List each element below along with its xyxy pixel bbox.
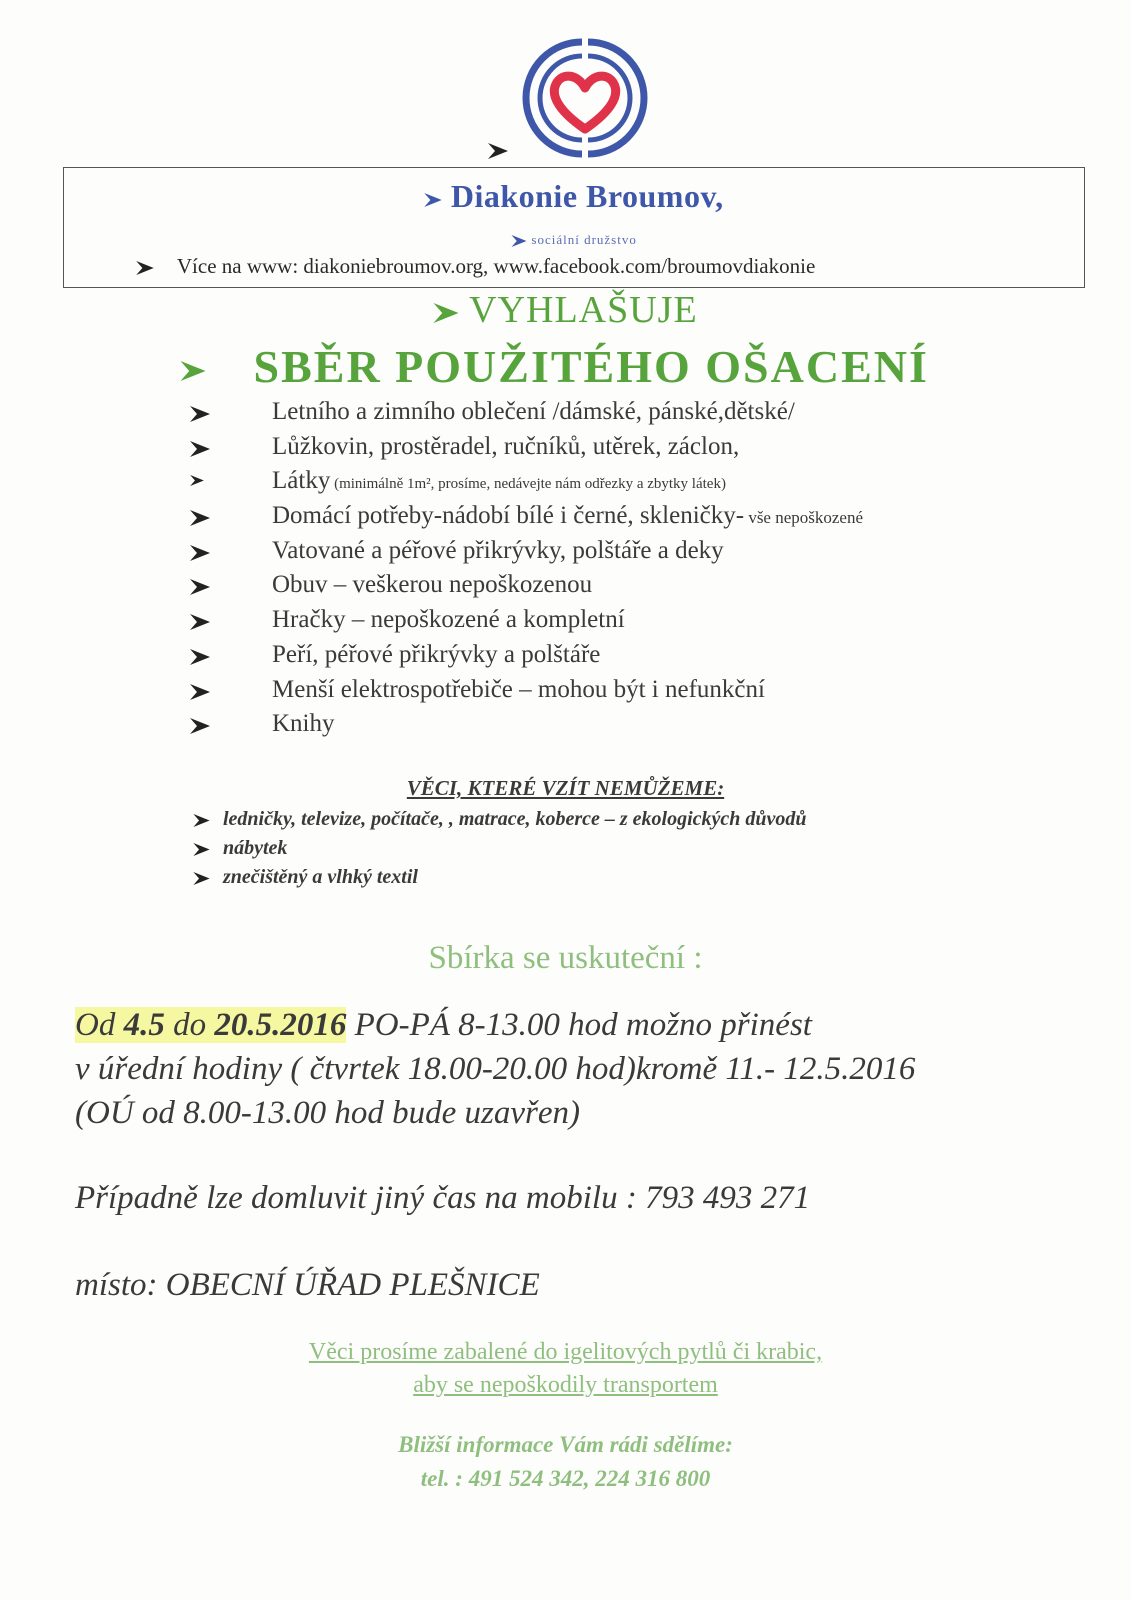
dates-line-1 (75, 1003, 915, 1047)
org-name (64, 178, 1084, 215)
packing-note (0, 1336, 1131, 1402)
org-name-text: Diakonie Broumov, (450, 178, 724, 214)
org-subtitle (64, 232, 1084, 248)
arrow-bullet-icon (190, 441, 210, 457)
item-text: Hračky – nepoškozené a kompletní (272, 606, 625, 634)
dates-od: Od (75, 1007, 124, 1043)
item-text: Lůžkovin, prostěradel, ručníků, utěrek, záclon, (272, 432, 740, 460)
cannot-accept-title: VĚCI, KTERÉ VZÍT NEMŮŽEME: (406, 776, 725, 800)
arrow-bullet-icon (190, 545, 210, 561)
date-to: 20.5.2016 (214, 1007, 347, 1043)
arrow-bullet-icon (488, 143, 508, 159)
collection-title: Sbírka se uskuteční : (428, 940, 703, 976)
item-note: (minimálně 1m², prosíme, nedávejte nám odřezky a zbytky látek) (330, 476, 726, 493)
headline-text: SBĚR POUŽITÉHO OŠACENÍ (253, 341, 929, 392)
item-text: Knihy (272, 710, 335, 738)
contact-info (0, 1428, 1131, 1496)
arrow-bullet-icon (190, 718, 210, 734)
item-text: Domácí potřeby-nádobí bílé i černé, skleničky- (272, 502, 745, 530)
arrow-bullet-icon (190, 510, 210, 526)
arrow-bullet-icon (190, 406, 210, 422)
item-text: Látky (272, 467, 331, 495)
contact-phone-line: tel. : 491 524 342, 224 316 800 (420, 1466, 711, 1491)
item-text: Menší elektrospotřebiče – mohou být i nefunkční (272, 675, 765, 703)
arrow-bullet-icon (424, 193, 442, 207)
item-text: znečištěný a vlhký textil (223, 866, 418, 888)
contact-info-line: Bližší informace Vám rádi sdělíme: (398, 1432, 733, 1457)
arrow-bullet-icon (433, 303, 459, 323)
web-line-text: Více na www: diakoniebroumov.org, www.facebook.com/broumovdiakonie (176, 254, 816, 278)
dates-line-2: v úřední hodiny ( čtvrtek 18.00-20.00 hod)kromě 11.- 12.5.2016 (75, 1051, 916, 1087)
web-line (136, 254, 815, 279)
org-subtitle-text: sociální družstvo (531, 232, 637, 247)
dates-line-1-rest: PO-PÁ 8-13.00 hod možno přinést (346, 1007, 812, 1043)
place-line: místo: OBECNÍ ÚŘAD PLEŠNICE (75, 1267, 540, 1303)
arrow-bullet-icon (180, 361, 206, 381)
item-text: nábytek (223, 837, 288, 859)
headline (180, 340, 929, 393)
dates-do: do (164, 1007, 215, 1043)
header-box (63, 167, 1085, 288)
arrow-bullet-icon (190, 649, 210, 665)
date-from: 4.5 (123, 1007, 165, 1043)
item-note: vše nepoškozené (744, 508, 864, 528)
date-highlight (75, 1007, 346, 1043)
item-text: ledničky, televize, počítače, , matrace, koberce – z ekologických důvodů (223, 808, 807, 830)
arrow-bullet-icon (511, 235, 527, 247)
item-text: Obuv – veškerou nepoškozenou (272, 571, 593, 599)
arrow-bullet-icon (190, 684, 210, 700)
arrow-bullet-icon (190, 614, 210, 630)
collection-dates (75, 1003, 915, 1135)
mobile-line: Případně lze domluvit jiný čas na mobilu : 793 493 271 (75, 1180, 811, 1216)
packing-note-line: aby se nepoškodily transportem (413, 1372, 718, 1398)
item-text: Vatované a péřové přikrývky, polštáře a deky (272, 536, 724, 564)
arrow-bullet-icon (193, 872, 210, 885)
diakonie-logo (520, 34, 650, 164)
arrow-bullet-icon (193, 843, 210, 856)
announce-heading (0, 288, 1131, 332)
packing-note-line: Věci prosíme zabalené do igelitových pytlů či krabic, (308, 1339, 823, 1365)
item-text: Peří, péřové přikrývky a polštáře (272, 640, 601, 668)
arrow-bullet-icon (193, 814, 210, 827)
dates-line-3: (OÚ od 8.00-13.00 hod bude uzavřen) (75, 1095, 581, 1131)
arrow-bullet-icon (190, 579, 210, 595)
item-text: Letního a zimního oblečení /dámské, pánské,dětské/ (272, 398, 795, 425)
announce-text: VYHLAŠUJE (469, 289, 698, 331)
arrow-bullet-icon (136, 261, 154, 275)
arrow-bullet-icon (190, 475, 204, 486)
